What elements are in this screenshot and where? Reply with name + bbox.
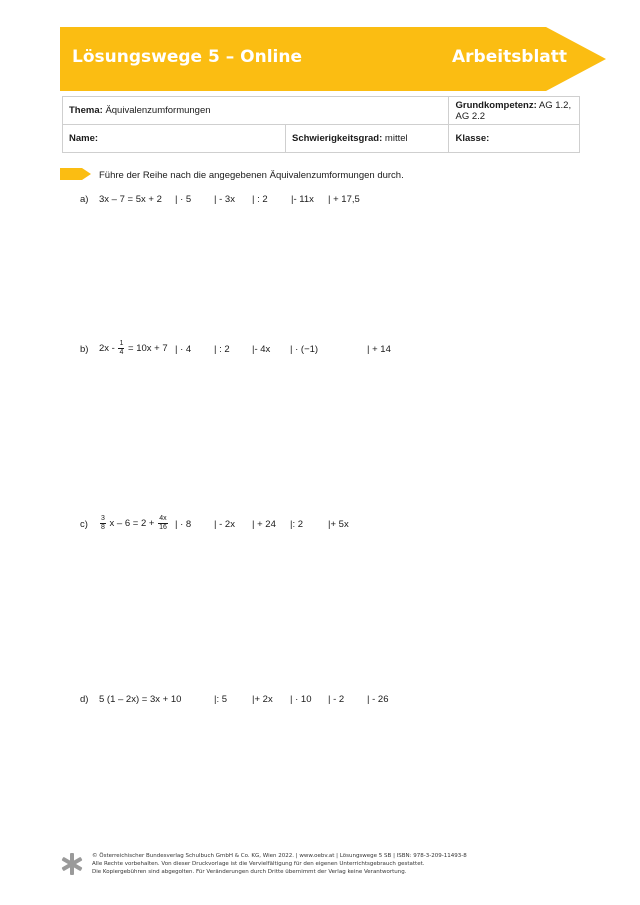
fraction: [118, 340, 124, 357]
task-equation: 3x – 7 = 5x + 2: [99, 194, 162, 205]
operation: | : 2: [252, 194, 268, 205]
operation: |: 5: [214, 694, 228, 705]
fraction-numerator: 3: [101, 515, 105, 522]
operation: | : 2: [214, 344, 230, 355]
footer-line: © Österreichischer Bundesverlag Schulbuch GmbH & Co. KG, Wien 2022. | www.oebv.at | Lösungswege 5 SB | ISBN: 978-3-209-11493-8: [92, 853, 467, 859]
task-equation: [99, 340, 168, 357]
instruction-arrow-icon: [60, 168, 82, 180]
equation-part: 2x -: [99, 343, 115, 355]
task-equation: 5 (1 – 2x) = 3x + 10: [99, 694, 182, 705]
operation: |- 4x: [252, 344, 271, 355]
klasse-cell: [449, 125, 580, 153]
kompetenz-label: Grundkompetenz:: [455, 99, 537, 111]
kompetenz-cell: [449, 97, 580, 125]
equation-part: = 10x + 7: [128, 343, 168, 355]
name-cell: [63, 125, 286, 153]
kompetenz-value: AG 1.2, AG 2.2: [455, 99, 572, 122]
task-label: c): [80, 519, 88, 530]
operation: | · 8: [175, 519, 192, 530]
info-table: [62, 96, 580, 153]
operation: |: 2: [290, 519, 304, 530]
operation: |+ 5x: [328, 519, 349, 530]
instruction-text: Führe der Reihe nach die angegebenen Äquivalenzumformungen durch.: [99, 170, 404, 181]
operation: |- 11x: [291, 194, 314, 205]
thema-value: Äquivalenzumformungen: [105, 105, 211, 116]
operation: | · (−1): [290, 344, 319, 355]
page-title: Lösungswege 5 – Online: [72, 47, 302, 67]
footer-line: Alle Rechte vorbehalten. Von dieser Druckvorlage ist die Vervielfältigung für den eigenen Unterrichtsgebrauch gestattet.: [92, 861, 425, 867]
equation-part: x – 6 = 2 +: [109, 518, 155, 530]
operation: |+ 2x: [252, 694, 273, 705]
worksheet-type: Arbeitsblatt: [452, 47, 568, 67]
schwierigkeit-label: Schwierigkeitsgrad:: [292, 133, 383, 144]
task-equation: [99, 515, 169, 532]
klasse-label: Klasse:: [455, 133, 490, 144]
operation: | + 24: [252, 519, 276, 530]
footer-line: Die Kopiergebühren sind abgegolten. Für Veränderungen durch Dritte übernimmt der Verlag keine Verantwortung.: [92, 869, 407, 875]
thema-cell: [63, 97, 449, 125]
task-label: b): [80, 344, 89, 355]
operation: | - 3x: [214, 194, 235, 205]
instruction-arrow-tip: [82, 168, 91, 180]
fraction: [158, 515, 168, 532]
name-label: Name:: [69, 133, 99, 144]
schwierigkeit-cell: [286, 125, 449, 153]
fraction-denominator: 4: [119, 349, 124, 356]
operation: | + 17,5: [328, 194, 360, 205]
footer-copyright: [92, 852, 467, 876]
operation: | - 2x: [214, 519, 235, 530]
task-label: d): [80, 694, 89, 705]
operation: | - 2: [328, 694, 345, 705]
operation: | + 14: [367, 344, 391, 355]
fraction-numerator: 4x: [159, 515, 167, 522]
fraction-denominator: 8: [101, 524, 105, 531]
operation: | · 10: [290, 694, 312, 705]
operation: | · 4: [175, 344, 192, 355]
fraction-numerator: 1: [119, 340, 124, 347]
fraction-denominator: 16: [159, 524, 167, 531]
operation: | - 26: [367, 694, 389, 705]
thema-label: Thema:: [69, 105, 103, 116]
publisher-logo-icon: [60, 852, 84, 876]
fraction: [100, 515, 106, 532]
operation: | · 5: [175, 194, 192, 205]
task-label: a): [80, 194, 89, 205]
schwierigkeit-value: mittel: [384, 133, 408, 144]
